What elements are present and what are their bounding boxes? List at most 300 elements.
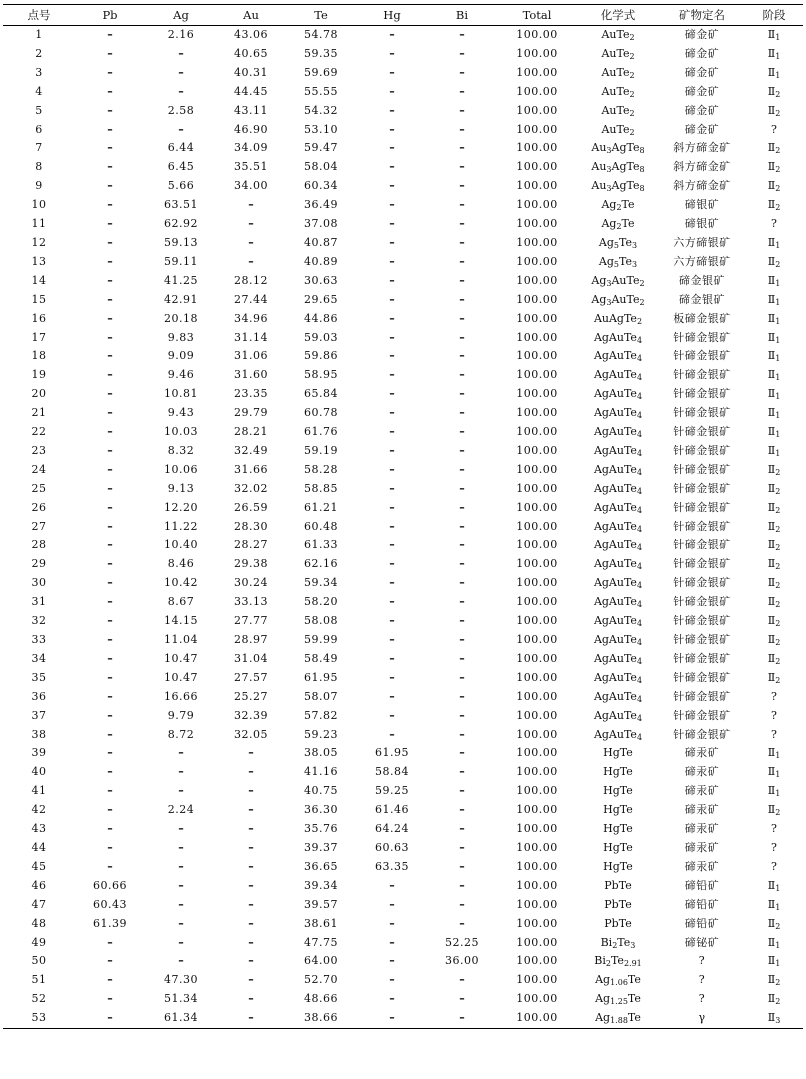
- hg-value: –: [389, 235, 395, 249]
- hg-value: –: [389, 708, 395, 722]
- au-value: 31.06: [234, 349, 268, 363]
- te-value: 35.76: [304, 822, 338, 836]
- table-row: [3, 801, 803, 820]
- stage: $Ⅱ_1$: [767, 897, 781, 912]
- total-value: 100.00: [516, 557, 558, 571]
- ag-value: –: [178, 122, 184, 136]
- pb-value: –: [107, 614, 113, 628]
- chemical-formula: AgAuTe$_4$: [593, 727, 643, 742]
- mineral-name: 针碲金银矿: [673, 443, 731, 457]
- pb-value: –: [107, 84, 113, 98]
- stage: $Ⅱ_1$: [767, 425, 781, 440]
- chemical-formula: AgAuTe$_4$: [593, 425, 643, 440]
- te-value: 41.16: [304, 765, 338, 779]
- ag-value: 59.13: [164, 235, 198, 249]
- point-id: 39: [31, 746, 47, 760]
- mineral-name: 碲金矿: [684, 122, 720, 136]
- te-value: 59.34: [304, 576, 338, 590]
- column-header: 点号: [27, 8, 51, 22]
- pb-value: –: [107, 576, 113, 590]
- ag-value: 16.66: [164, 689, 198, 703]
- point-id: 4: [35, 84, 43, 98]
- hg-value: –: [389, 576, 395, 590]
- pb-value: –: [107, 1011, 113, 1025]
- pb-value: –: [107, 784, 113, 798]
- point-id: 49: [31, 935, 47, 949]
- stage: $Ⅱ_1$: [767, 935, 781, 950]
- total-value: 100.00: [516, 141, 558, 155]
- au-value: 29.38: [234, 557, 268, 571]
- table-row: [3, 347, 803, 366]
- bi-value: –: [459, 1011, 465, 1025]
- ag-value: 12.20: [164, 500, 198, 514]
- stage: $Ⅱ_2$: [767, 992, 781, 1007]
- bi-value: –: [459, 633, 465, 646]
- column-header: Pb: [102, 8, 118, 22]
- column-header: Bi: [455, 8, 469, 22]
- mineral-name: 碲汞矿: [684, 840, 720, 854]
- te-value: 64.00: [304, 954, 338, 968]
- total-value: 100.00: [516, 784, 558, 798]
- point-id: 32: [31, 614, 47, 628]
- total-value: 100.00: [516, 708, 558, 722]
- point-id: 11: [31, 217, 47, 231]
- point-id: 41: [31, 784, 47, 798]
- point-id: 50: [31, 954, 47, 968]
- ag-value: 8.72: [167, 727, 195, 741]
- total-value: 100.00: [516, 1011, 558, 1025]
- point-id: 27: [31, 519, 47, 533]
- point-id: 48: [31, 916, 47, 930]
- au-value: 27.77: [234, 614, 268, 628]
- total-value: 100.00: [516, 254, 558, 268]
- mineral-name: 碲金银矿: [679, 292, 725, 306]
- ag-value: 61.34: [164, 1011, 198, 1025]
- total-value: 100.00: [516, 273, 558, 287]
- hg-value: –: [389, 1011, 395, 1025]
- table-row: [3, 480, 803, 499]
- stage: $Ⅱ_2$: [767, 179, 781, 194]
- bi-value: –: [459, 160, 465, 174]
- te-value: 30.63: [304, 273, 338, 287]
- stage: $Ⅱ_1$: [767, 273, 781, 288]
- pb-value: –: [107, 235, 113, 249]
- te-value: 58.28: [304, 462, 338, 476]
- au-value: 27.57: [234, 670, 268, 684]
- ag-value: 42.91: [164, 292, 198, 306]
- mineral-name: 六方碲银矿: [673, 254, 731, 268]
- ag-value: –: [178, 859, 184, 873]
- hg-value: –: [389, 84, 395, 98]
- chemical-formula: AuTe$_2$: [601, 122, 635, 137]
- au-value: 28.12: [234, 273, 268, 287]
- hg-value: –: [389, 198, 395, 212]
- te-value: 59.47: [304, 141, 338, 155]
- table-row: [3, 26, 803, 45]
- hg-value: –: [389, 387, 395, 401]
- ag-value: –: [178, 784, 184, 798]
- au-value: –: [248, 235, 254, 249]
- au-value: –: [248, 840, 254, 854]
- pb-value: –: [107, 311, 113, 325]
- te-value: 58.95: [304, 368, 338, 382]
- pb-value: –: [107, 160, 113, 174]
- mineral-name: 斜方碲金矿: [673, 179, 731, 193]
- total-value: 100.00: [516, 651, 558, 665]
- column-header: 阶段: [762, 8, 786, 22]
- point-id: 7: [35, 141, 43, 155]
- te-value: 59.23: [304, 727, 338, 741]
- mineral-name: 板碲金银矿: [673, 311, 731, 325]
- pb-value: –: [107, 519, 113, 533]
- au-value: –: [248, 935, 254, 949]
- table-row: [3, 839, 803, 858]
- hg-value: –: [389, 916, 395, 930]
- ag-value: 41.25: [164, 273, 198, 287]
- te-value: 61.76: [304, 425, 338, 439]
- chemical-formula: AgAuTe$_4$: [593, 330, 643, 345]
- point-id: 20: [31, 387, 47, 401]
- stage: $Ⅱ_1$: [767, 878, 781, 893]
- te-value: 54.78: [304, 28, 338, 41]
- total-value: 100.00: [516, 179, 558, 193]
- pb-value: –: [107, 462, 113, 476]
- chemical-formula: $Ag_{1.06}Te$: [595, 973, 641, 988]
- bi-value: –: [459, 425, 465, 439]
- table-row: [3, 518, 803, 537]
- mineral-name: 碲金矿: [684, 65, 720, 79]
- point-id: 37: [31, 708, 47, 722]
- mineral-name: 针碲金银矿: [673, 349, 731, 363]
- hg-value: –: [389, 425, 395, 439]
- mineral-name: 针碲金银矿: [673, 368, 731, 382]
- stage: $Ⅱ_1$: [767, 443, 781, 458]
- ag-value: –: [178, 840, 184, 854]
- table-row: [3, 139, 803, 158]
- bi-value: –: [459, 330, 465, 344]
- total-value: 100.00: [516, 633, 558, 646]
- ag-value: –: [178, 954, 184, 968]
- chemical-formula: AgAuTe$_4$: [593, 406, 643, 421]
- te-value: 58.07: [304, 689, 338, 703]
- table-row: [3, 820, 803, 839]
- bi-value: –: [459, 765, 465, 779]
- ag-value: 14.15: [164, 614, 198, 628]
- ag-value: 10.47: [164, 670, 198, 684]
- pb-value: –: [107, 122, 113, 136]
- point-id: 23: [31, 443, 47, 457]
- au-value: –: [248, 859, 254, 873]
- total-value: 100.00: [516, 689, 558, 703]
- bi-value: –: [459, 897, 465, 911]
- stage: $Ⅱ_2$: [767, 160, 781, 175]
- te-value: 38.05: [304, 746, 338, 760]
- bi-value: –: [459, 859, 465, 873]
- pb-value: –: [107, 273, 113, 287]
- table-row: [3, 45, 803, 64]
- total-value: 100.00: [516, 292, 558, 306]
- ag-value: 11.22: [164, 519, 198, 533]
- hg-value: –: [389, 311, 395, 325]
- stage: ?: [771, 840, 777, 854]
- bi-value: –: [459, 557, 465, 571]
- bi-value: –: [459, 254, 465, 268]
- point-id: 31: [31, 595, 47, 609]
- bi-value: –: [459, 708, 465, 722]
- total-value: 100.00: [516, 311, 558, 325]
- chemical-formula: $Au_3AgTe_8$: [591, 160, 645, 175]
- te-value: 59.99: [304, 633, 338, 646]
- bi-value: –: [459, 538, 465, 552]
- hg-value: –: [389, 179, 395, 193]
- stage: ?: [771, 689, 777, 703]
- pb-value: 60.43: [93, 897, 127, 911]
- table-row: [3, 536, 803, 555]
- bi-value: –: [459, 822, 465, 836]
- total-value: 100.00: [516, 992, 558, 1006]
- ag-value: 2.24: [167, 803, 195, 817]
- pb-value: –: [107, 633, 113, 646]
- bi-value: –: [459, 595, 465, 609]
- pb-value: –: [107, 954, 113, 968]
- au-value: –: [248, 878, 254, 892]
- mineral-name: 斜方碲金矿: [673, 160, 731, 174]
- total-value: 100.00: [516, 368, 558, 382]
- table-row: [3, 612, 803, 631]
- hg-value: –: [389, 519, 395, 533]
- bi-value: –: [459, 840, 465, 854]
- ag-value: 9.13: [167, 481, 195, 495]
- ag-value: 6.45: [167, 160, 195, 174]
- chemical-formula: AgAuTe$_4$: [593, 387, 643, 402]
- bi-value: –: [459, 217, 465, 231]
- hg-value: –: [389, 897, 395, 911]
- mineral-name: 碲汞矿: [684, 746, 720, 760]
- pb-value: –: [107, 179, 113, 193]
- te-value: 53.10: [304, 122, 338, 136]
- point-id: 25: [31, 481, 47, 495]
- mineral-name: 针碲金银矿: [673, 387, 731, 401]
- chemical-formula: AgAuTe$_4$: [593, 462, 643, 477]
- ag-value: –: [178, 878, 184, 892]
- mineral-name: 碲金银矿: [679, 273, 725, 287]
- te-value: 48.66: [304, 992, 338, 1006]
- ag-value: –: [178, 897, 184, 911]
- stage: $Ⅱ_3$: [767, 1011, 781, 1026]
- mineral-name: 碲汞矿: [684, 859, 720, 873]
- au-value: 32.49: [234, 443, 268, 457]
- mineral-name: 碲汞矿: [684, 803, 720, 817]
- au-value: 28.30: [234, 519, 268, 533]
- chemical-formula: $Bi_2Te_3$: [600, 935, 636, 950]
- total-value: 100.00: [516, 859, 558, 873]
- chemical-formula: AgAuTe$_4$: [593, 651, 643, 666]
- mineral-name: 针碲金银矿: [673, 538, 731, 552]
- chemical-formula: AgAuTe$_4$: [593, 633, 643, 647]
- te-value: 39.57: [304, 897, 338, 911]
- hg-value: –: [389, 28, 395, 41]
- chemical-formula: HgTe: [603, 840, 633, 854]
- au-value: –: [248, 916, 254, 930]
- au-value: –: [248, 803, 254, 817]
- te-value: 38.61: [304, 916, 338, 930]
- bi-value: 36.00: [445, 954, 479, 968]
- table-row: [3, 442, 803, 461]
- point-id: 9: [35, 179, 43, 193]
- chemical-formula: HgTe: [603, 765, 633, 779]
- point-id: 53: [31, 1011, 47, 1025]
- bi-value: –: [459, 576, 465, 590]
- point-id: 6: [35, 122, 43, 136]
- table-row: [3, 896, 803, 915]
- hg-value: –: [389, 103, 395, 117]
- ag-value: 2.16: [167, 28, 195, 41]
- ag-value: 9.43: [167, 406, 195, 420]
- ag-value: 10.40: [164, 538, 198, 552]
- stage: $Ⅱ_2$: [767, 538, 781, 553]
- mineral-name: 针碲金银矿: [673, 519, 731, 533]
- mineral-name: 碲汞矿: [684, 822, 720, 836]
- table-row: [3, 83, 803, 102]
- total-value: 100.00: [516, 65, 558, 79]
- pb-value: –: [107, 443, 113, 457]
- total-value: 100.00: [516, 46, 558, 60]
- table-row: [3, 877, 803, 896]
- te-value: 44.86: [304, 311, 338, 325]
- point-id: 13: [31, 254, 47, 268]
- total-value: 100.00: [516, 28, 558, 41]
- mineral-name: 碲金矿: [684, 84, 720, 98]
- point-id: 44: [31, 840, 47, 854]
- hg-value: 60.63: [375, 840, 409, 854]
- ag-value: –: [178, 65, 184, 79]
- chemical-formula: AgAuTe$_4$: [593, 576, 643, 591]
- stage: $Ⅱ_2$: [767, 254, 781, 269]
- te-value: 59.86: [304, 349, 338, 363]
- stage: $Ⅱ_2$: [767, 462, 781, 477]
- au-value: 43.06: [234, 28, 268, 41]
- bi-value: –: [459, 500, 465, 514]
- total-value: 100.00: [516, 425, 558, 439]
- total-value: 100.00: [516, 122, 558, 136]
- bi-value: –: [459, 784, 465, 798]
- table-row: [3, 121, 803, 140]
- total-value: 100.00: [516, 727, 558, 741]
- te-value: 57.82: [304, 708, 338, 722]
- bi-value: –: [459, 103, 465, 117]
- column-header: Total: [522, 8, 552, 22]
- table-row: [3, 631, 803, 650]
- total-value: 100.00: [516, 595, 558, 609]
- hg-value: –: [389, 349, 395, 363]
- stage: $Ⅱ_2$: [767, 633, 781, 647]
- stage: $Ⅱ_1$: [767, 65, 781, 80]
- mineral-name: 针碲金银矿: [673, 406, 731, 420]
- pb-value: –: [107, 803, 113, 817]
- au-value: 31.66: [234, 462, 268, 476]
- point-id: 15: [31, 292, 47, 306]
- ag-value: 2.58: [167, 103, 195, 117]
- bi-value: 52.25: [445, 935, 479, 949]
- ag-value: 51.34: [164, 992, 198, 1006]
- te-value: 39.34: [304, 878, 338, 892]
- stage: $Ⅱ_2$: [767, 519, 781, 534]
- au-value: 40.31: [234, 65, 268, 79]
- te-value: 58.49: [304, 651, 338, 665]
- au-value: –: [248, 897, 254, 911]
- pb-value: –: [107, 65, 113, 79]
- pb-value: –: [107, 859, 113, 873]
- total-value: 100.00: [516, 670, 558, 684]
- ag-value: 47.30: [164, 973, 198, 987]
- table-row: [3, 574, 803, 593]
- hg-value: –: [389, 595, 395, 609]
- pb-value: 61.39: [93, 916, 127, 930]
- bi-value: –: [459, 235, 465, 249]
- chemical-formula: AgAuTe$_4$: [593, 443, 643, 458]
- point-id: 35: [31, 670, 47, 684]
- mineral-name: 针碲金银矿: [673, 670, 731, 684]
- chemical-formula: AuAgTe$_2$: [593, 311, 643, 326]
- pb-value: –: [107, 217, 113, 231]
- table-row: [3, 272, 803, 291]
- mineral-name: ?: [698, 954, 706, 968]
- stage: $Ⅱ_1$: [767, 46, 781, 61]
- total-value: 100.00: [516, 481, 558, 495]
- table-row: [3, 404, 803, 423]
- table-row: [3, 952, 803, 971]
- chemical-formula: AgAuTe$_4$: [593, 538, 643, 553]
- hg-value: –: [389, 406, 395, 420]
- point-id: 5: [35, 103, 43, 117]
- chemical-formula: $Ag_3AuTe_2$: [591, 273, 645, 288]
- mineral-name: 碲汞矿: [684, 784, 720, 798]
- chemical-formula: $Ag_2Te$: [601, 198, 635, 213]
- pb-value: –: [107, 292, 113, 306]
- chemical-formula: AgAuTe$_4$: [593, 708, 643, 723]
- stage: $Ⅱ_2$: [767, 595, 781, 610]
- table-row: [3, 915, 803, 934]
- total-value: 100.00: [516, 349, 558, 363]
- mineral-name: γ: [698, 1011, 706, 1025]
- stage: $Ⅱ_2$: [767, 557, 781, 572]
- pb-value: –: [107, 46, 113, 60]
- ag-value: 5.66: [167, 179, 195, 193]
- ag-value: –: [178, 46, 184, 60]
- stage: $Ⅱ_1$: [767, 368, 781, 383]
- ag-value: –: [178, 916, 184, 930]
- total-value: 100.00: [516, 614, 558, 628]
- te-value: 54.32: [304, 103, 338, 117]
- hg-value: –: [389, 557, 395, 571]
- hg-value: –: [389, 538, 395, 552]
- total-value: 100.00: [516, 330, 558, 344]
- chemical-formula: AgAuTe$_4$: [593, 557, 643, 572]
- ag-value: 9.46: [167, 368, 195, 382]
- mineral-name: 针碲金银矿: [673, 614, 731, 628]
- chemical-formula: AgAuTe$_4$: [593, 614, 643, 629]
- table-row: [3, 310, 803, 329]
- ag-value: –: [178, 822, 184, 836]
- total-value: 100.00: [516, 538, 558, 552]
- table-row: [3, 102, 803, 121]
- bi-value: –: [459, 46, 465, 60]
- chemical-formula: AuTe$_2$: [601, 84, 635, 99]
- stage: ?: [771, 822, 777, 836]
- total-value: 100.00: [516, 803, 558, 817]
- ag-value: –: [178, 746, 184, 760]
- table-row: [3, 385, 803, 404]
